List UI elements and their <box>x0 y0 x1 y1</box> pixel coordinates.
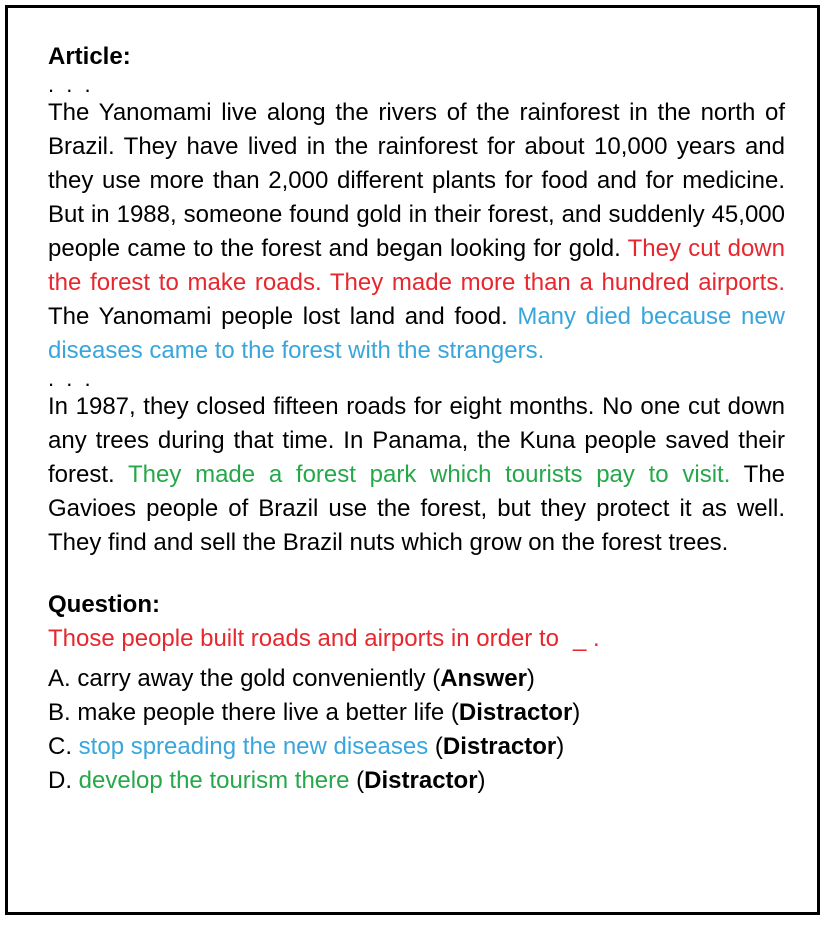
option-b <box>48 696 785 730</box>
question-blank: _ . <box>572 625 600 652</box>
option-a <box>48 662 785 696</box>
article-paragraph-2 <box>48 390 785 560</box>
option-a-label: Answer <box>440 665 527 692</box>
option-b-prefix: B. <box>48 699 71 726</box>
question-text <box>48 622 785 656</box>
document-content <box>48 40 785 798</box>
option-a-paren-close: ) <box>526 665 535 692</box>
option-c-label: Distractor <box>442 733 557 760</box>
option-d <box>48 764 785 798</box>
option-c-prefix: C. <box>48 733 72 760</box>
option-c-paren-close: ) <box>556 733 565 760</box>
option-d-paren-close: ) <box>477 767 486 794</box>
highlight-red-roads-airports: They cut down the forest to make roads. They made more than a hundred airports. <box>48 235 785 296</box>
paragraph-2-text-b: The Gavioes people of Brazil use the forest, but they protect it as well. They find and sell the Brazil nuts which grow on the forest trees. <box>48 461 786 556</box>
option-d-label: Distractor <box>364 767 478 794</box>
highlight-green-tourism: They made a forest park which tourists pay to visit. <box>128 461 731 488</box>
option-b-paren-open: ( <box>450 699 459 726</box>
option-b-label: Distractor <box>458 699 573 726</box>
option-d-text: develop the tourism there <box>78 767 350 794</box>
question-stem: Those people built roads and airports in order to <box>48 625 559 652</box>
option-d-prefix: D. <box>48 767 72 794</box>
option-c <box>48 730 785 764</box>
option-a-paren-open: ( <box>432 665 441 692</box>
option-a-prefix: A. <box>48 665 71 692</box>
highlight-blue-diseases: Many died because new diseases came to the forest with the strangers. <box>48 303 785 364</box>
question-heading: Question: <box>48 591 160 618</box>
article-heading: Article: <box>48 43 131 70</box>
option-b-paren-close: ) <box>572 699 581 726</box>
ellipsis-top: . . . <box>48 72 94 97</box>
paragraph-1-text-a: The Yanomami live along the rivers of the rainforest in the north of Brazil. They have lived in the rainforest for about 10,000 years and they use more than 2,000 different plants for food and for medicine. But in 1988, someone found gold in their forest, and suddenly 45,000 people came to the forest and began looking for gold. <box>48 99 785 262</box>
article-paragraph-1 <box>48 96 785 368</box>
option-b-text: make people there live a better life <box>77 699 445 726</box>
option-c-text: stop spreading the new diseases <box>78 733 429 760</box>
ellipsis-middle: . . . <box>48 366 94 391</box>
option-d-paren-open: ( <box>356 767 365 794</box>
paragraph-2-text-a: In 1987, they closed fifteen roads for eight months. No one cut down any trees during that time. In Panama, the Kuna people saved their forest. <box>48 393 785 488</box>
paragraph-1-text-b: The Yanomami people lost land and food. <box>48 303 508 330</box>
option-a-text: carry away the gold conveniently <box>77 665 426 692</box>
option-c-paren-open: ( <box>434 733 443 760</box>
